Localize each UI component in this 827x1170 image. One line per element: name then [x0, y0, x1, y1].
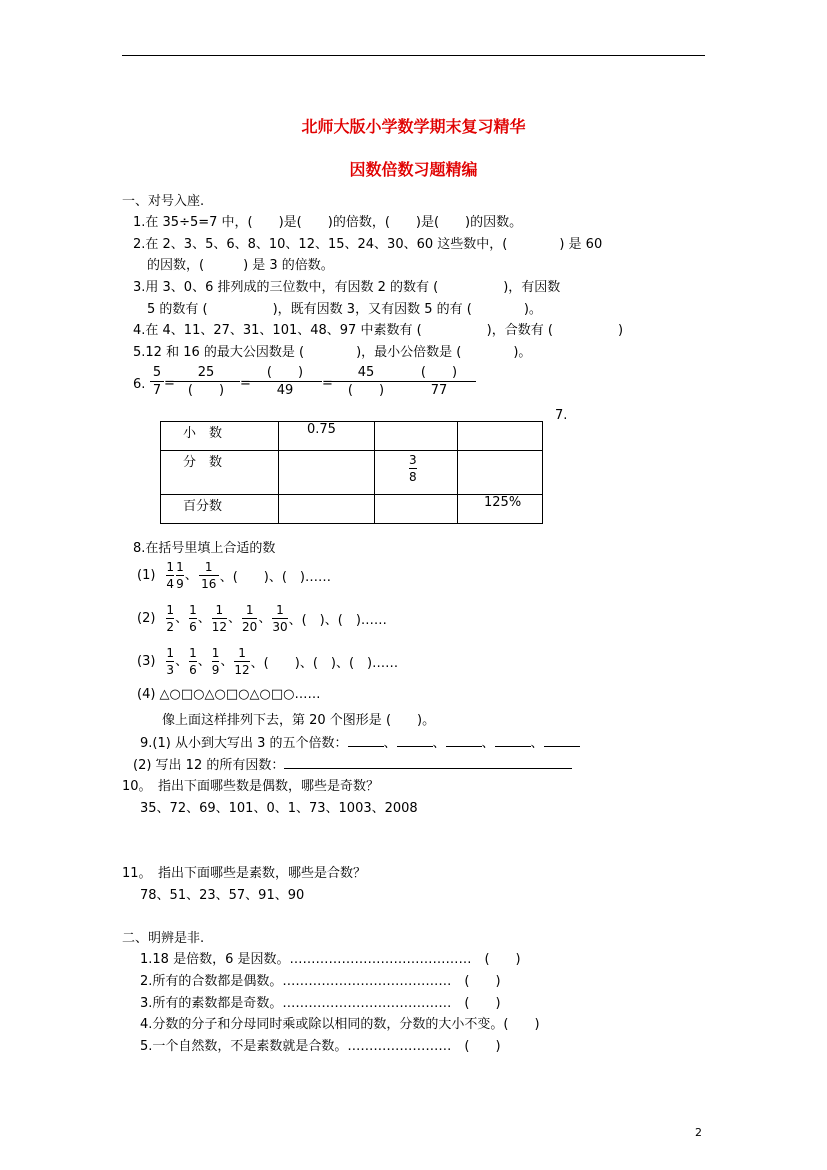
question-1: 1.在 35÷5=7 中，( )是( )的倍数，( )是( )的因数。 — [133, 215, 523, 230]
q8-part-4-question: 像上面这样排列下去，第 20 个图形是 ( )。 — [162, 713, 436, 728]
q8-p3-rest: 、( )、( )、( )…… — [250, 656, 399, 671]
q6-equals-3: = — [322, 376, 333, 391]
q6-f5-numerator: ( ) — [420, 365, 458, 380]
conversion-table — [160, 421, 543, 524]
q8-p3-label: (3) — [137, 654, 156, 669]
question-8-title: 8.在括号里填上合适的数 — [133, 541, 276, 556]
table-cell — [458, 451, 543, 495]
question-9-part-1: 9.(1) 从小到大写出 3 的五个倍数： 、 、 、 、 — [140, 732, 580, 751]
true-false-item-2: 2.所有的合数都是偶数。………………………………… ( ) — [140, 974, 501, 989]
question-7-label: 7. — [555, 408, 568, 423]
true-false-item-1: 1.18 是倍数，6 是因数。…………………………………… ( ) — [140, 952, 521, 967]
table-cell: 百分数 — [161, 495, 279, 524]
question-5: 5.12 和 16 的最大公因数是 ( )，最小公倍数是 ( )。 — [133, 345, 532, 360]
question-3-line-1: 3.用 3、0、6 排列成的三位数中，有因数 2 的数有 ( )，有因数 — [133, 280, 561, 295]
q6-fraction-1 — [150, 365, 164, 398]
question-10-numbers: 35、72、69、101、0、1、73、1003、2008 — [140, 801, 418, 816]
section-2-heading: 二、明辨是非. — [122, 931, 205, 946]
page-number: 2 — [695, 1126, 702, 1139]
table-cell — [375, 422, 458, 451]
q6-f5-denominator: 77 — [430, 383, 448, 398]
question-2-line-2: 的因数，( ) 是 3 的倍数。 — [147, 258, 334, 273]
question-11: 11。 指出下面哪些是素数，哪些是合数？ — [122, 866, 367, 881]
doc-title: 北师大版小学数学期末复习精华 — [301, 117, 526, 136]
question-9-part-2: (2) 写出 12 的所有因数： — [133, 754, 572, 773]
q6-f3-denominator: 49 — [276, 383, 294, 398]
q6-equals-2: = — [240, 376, 251, 391]
header-rule — [122, 55, 705, 56]
q8-part-4: (4) △○□○△○□○△○□○…… — [137, 687, 321, 702]
q6-f2-numerator: 25 — [197, 365, 215, 380]
q8-part-1: (1) $\frac{1}{4}$ $\frac{1}{9}$ 、 $\frac{1}{16}$ 、( )、( )…… — [137, 560, 332, 591]
question-10: 10。 指出下面哪些数是偶数，哪些是奇数？ — [122, 779, 380, 794]
table-cell — [279, 495, 375, 524]
q6-equals-1: = — [164, 376, 175, 391]
question-2-line-1: 2.在 2、3、5、6、8、10、12、15、24、30、60 这些数中，( ) 是 60 — [133, 237, 603, 252]
true-false-item-5: 5.一个自然数，不是素数就是合数。…………………… ( ) — [140, 1039, 501, 1054]
q6-f1-denominator: 7 — [152, 383, 162, 398]
question-3-line-2: 5 的数有 ( )，既有因数 3，又有因数 5 的有 ( )。 — [147, 302, 542, 317]
question-4: 4.在 4、11、27、31、101、48、97 中素数有 ( )，合数有 ( ) — [133, 323, 624, 338]
table-frac-numerator: 3 — [409, 453, 417, 467]
q8-p1-label: (1) — [137, 568, 156, 583]
q8-part-3: (3) $\frac{1}{3}$ 、 $\frac{1}{6}$ 、 $\frac{1}{9}$ 、 $\frac{1}{12}$ 、( )、( )、( )…… — [137, 646, 399, 677]
table-cell: 125% — [458, 495, 543, 524]
q6-fraction-2 — [172, 365, 240, 398]
question-11-numbers: 78、51、23、57、91、90 — [140, 888, 305, 903]
q6-f2-denominator: ( ) — [187, 383, 225, 398]
table-cell — [458, 422, 543, 451]
q8-p2-label: (2) — [137, 611, 156, 626]
table-cell: 0.75 — [279, 422, 375, 451]
true-false-item-4: 4.分数的分子和分母同时乘或除以相同的数，分数的大小不变。( ) — [140, 1017, 540, 1032]
question-6-label: 6. — [133, 377, 146, 392]
q8-part-2: (2) $\frac{1}{2}$ 、 $\frac{1}{6}$ 、 $\frac{1}{12}$ 、 $\frac{1}{20}$ 、 $\frac{1}{30}$ 、( )、( )…… — [137, 603, 387, 634]
q6-f4-numerator: 45 — [357, 365, 375, 380]
doc-subtitle: 因数倍数习题精编 — [349, 160, 478, 179]
true-false-item-3: 3.所有的素数都是奇数。………………………………… ( ) — [140, 996, 501, 1011]
q8-p1-rest: 、( )、( )…… — [219, 570, 332, 585]
q6-f4-denominator: ( ) — [347, 383, 385, 398]
q8-p2-rest: 、( )、( )…… — [288, 613, 387, 628]
table-frac-denominator: 8 — [409, 470, 417, 484]
table-cell: 小 数 — [161, 422, 279, 451]
q6-fraction-4 — [330, 365, 402, 398]
table-cell: 分 数 — [161, 451, 279, 495]
q6-f1-numerator: 5 — [152, 365, 162, 380]
q6-fraction-3 — [248, 365, 322, 398]
q6-fraction-5 — [402, 365, 476, 398]
table-cell-fraction — [375, 451, 458, 495]
section-1-heading: 一、对号入座. — [122, 194, 205, 209]
table-cell — [375, 495, 458, 524]
table-cell — [279, 451, 375, 495]
q6-f3-numerator: ( ) — [266, 365, 304, 380]
